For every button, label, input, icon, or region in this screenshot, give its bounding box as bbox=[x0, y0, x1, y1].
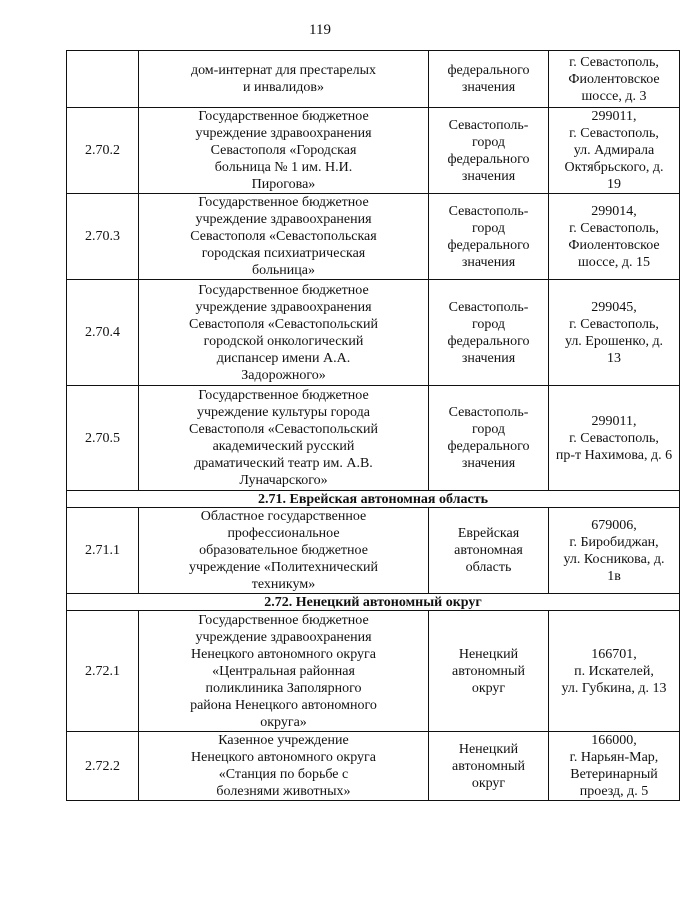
section-heading-row bbox=[67, 491, 680, 508]
page-number: 119 bbox=[309, 22, 331, 38]
institution-name-cell: Государственное бюджетное учреждение здравоохранения Ненецкого автономного округа «Центральная районная поликлиника Заполярного района Ненецкого автономного округа» bbox=[139, 611, 429, 732]
table-row bbox=[67, 51, 680, 108]
region-status-cell: федерального значения bbox=[429, 51, 549, 108]
region-status-cell: Еврейская автономная область bbox=[429, 508, 549, 594]
row-number-cell bbox=[67, 51, 139, 108]
address-cell: 299011, г. Севастополь, ул. Адмирала Октябрьского, д. 19 bbox=[549, 108, 680, 194]
institution-name-cell: Государственное бюджетное учреждение здравоохранения Севастополя «Городская больница № 1 им. Н.И. Пирогова» bbox=[139, 108, 429, 194]
address-cell: 299045, г. Севастополь, ул. Ерошенко, д. 13 bbox=[549, 280, 680, 386]
institutions-table bbox=[66, 50, 680, 801]
region-status-cell: Ненецкий автономный округ bbox=[429, 611, 549, 732]
region-status-cell: Севастополь- город федерального значения bbox=[429, 194, 549, 280]
address-cell: 166701, п. Искателей, ул. Губкина, д. 13 bbox=[549, 611, 680, 732]
row-number-cell: 2.70.5 bbox=[67, 386, 139, 491]
table-row bbox=[67, 508, 680, 594]
institution-name-cell: Государственное бюджетное учреждение здравоохранения Севастополя «Севастопольская городская психиатрическая больница» bbox=[139, 194, 429, 280]
address-cell: 679006, г. Биробиджан, ул. Косникова, д. 1в bbox=[549, 508, 680, 594]
institution-name-cell: Казенное учреждение Ненецкого автономного округа «Станция по борьбе с болезнями животных» bbox=[139, 732, 429, 801]
institution-name-cell: Областное государственное профессиональное образовательное бюджетное учреждение «Политехнический техникум» bbox=[139, 508, 429, 594]
row-number-cell: 2.70.3 bbox=[67, 194, 139, 280]
row-number-cell: 2.71.1 bbox=[67, 508, 139, 594]
region-status-cell: Севастополь- город федерального значения bbox=[429, 280, 549, 386]
address-cell: 299014, г. Севастополь, Фиолентовское шоссе, д. 15 bbox=[549, 194, 680, 280]
section-heading-row bbox=[67, 594, 680, 611]
table-row bbox=[67, 386, 680, 491]
row-number-cell: 2.70.2 bbox=[67, 108, 139, 194]
table-row bbox=[67, 194, 680, 280]
region-status-cell: Севастополь- город федерального значения bbox=[429, 386, 549, 491]
institution-name-cell: Государственное бюджетное учреждение здравоохранения Севастополя «Севастопольский городской онкологический диспансер имени А.А. Задорожного» bbox=[139, 280, 429, 386]
address-cell: 299011, г. Севастополь, пр-т Нахимова, д. 6 bbox=[549, 386, 680, 491]
row-number-cell: 2.72.2 bbox=[67, 732, 139, 801]
address-cell: 166000, г. Нарьян-Мар, Ветеринарный проезд, д. 5 bbox=[549, 732, 680, 801]
table-row bbox=[67, 732, 680, 801]
table-row bbox=[67, 611, 680, 732]
address-cell: г. Севастополь, Фиолентовское шоссе, д. 3 bbox=[549, 51, 680, 108]
table-row bbox=[67, 108, 680, 194]
institution-name-cell: Государственное бюджетное учреждение культуры города Севастополя «Севастопольский академический русский драматический театр им. А.В. Луначарского» bbox=[139, 386, 429, 491]
table-row bbox=[67, 280, 680, 386]
row-number-cell: 2.72.1 bbox=[67, 611, 139, 732]
section-heading: 2.71. Еврейская автономная область bbox=[67, 491, 680, 508]
region-status-cell: Ненецкий автономный округ bbox=[429, 732, 549, 801]
region-status-cell: Севастополь- город федерального значения bbox=[429, 108, 549, 194]
institution-name-cell: дом-интернат для престарелых и инвалидов» bbox=[139, 51, 429, 108]
row-number-cell: 2.70.4 bbox=[67, 280, 139, 386]
section-heading: 2.72. Ненецкий автономный округ bbox=[67, 594, 680, 611]
